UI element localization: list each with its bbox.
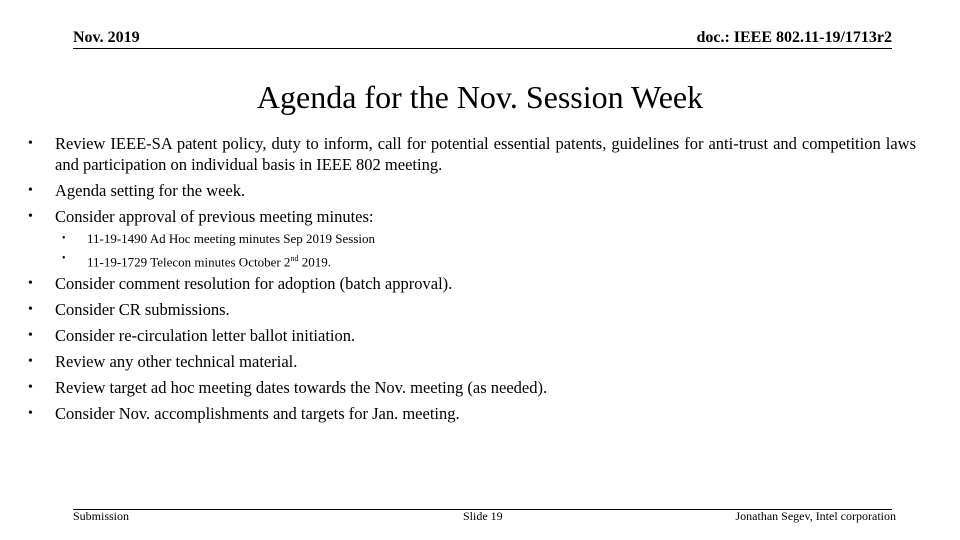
- bullet-marker: •: [28, 276, 33, 291]
- bullet-marker: •: [28, 406, 33, 421]
- bullet-marker: •: [28, 328, 33, 343]
- bullet-item-agenda-setting: Agenda setting for the week.: [55, 181, 246, 200]
- sub-item-telecon-minutes: [87, 251, 331, 270]
- bullet-item-cr-submissions: Consider CR submissions.: [55, 300, 230, 319]
- footer-submission: Submission: [73, 509, 130, 523]
- bullet-item-accomplishments: Consider Nov. accomplishments and targets for Jan. meeting.: [55, 404, 460, 423]
- bullet-item-adhoc-dates: Review target ad hoc meeting dates towards the Nov. meeting (as needed).: [55, 378, 548, 397]
- slide-title: Agenda for the Nov. Session Week: [256, 79, 704, 115]
- header-date: Nov. 2019: [73, 29, 140, 46]
- bullet-item-patent-policy: Review IEEE-SA patent policy, duty to inform, call for potential essential patents, guidelines for anti-trust and competition laws and participation on individual basis in IEEE 802 meeting.: [55, 134, 916, 174]
- sub-bullet-marker: •: [62, 253, 66, 264]
- bullet-item-comment-resolution: Consider comment resolution for adoption (batch approval).: [55, 274, 453, 293]
- header-rule: [73, 48, 892, 49]
- bullet-marker: •: [28, 136, 33, 151]
- bullet-marker: •: [28, 380, 33, 395]
- sub-item-adhoc-minutes: 11-19-1490 Ad Hoc meeting minutes Sep 2019 Session: [87, 231, 376, 246]
- ordinal-suffix: nd: [290, 254, 299, 263]
- bullet-marker: •: [28, 354, 33, 369]
- bullet-marker: •: [28, 209, 33, 224]
- telecon-text: 11-19-1729 Telecon minutes October 2: [87, 254, 291, 270]
- telecon-year: 2019.: [298, 254, 331, 270]
- bullet-item-recirculation-ballot: Consider re-circulation letter ballot initiation.: [55, 326, 356, 345]
- bullet-marker: •: [28, 183, 33, 198]
- bullet-item-approve-minutes: Consider approval of previous meeting minutes:: [55, 207, 374, 226]
- sub-bullet-marker: •: [62, 233, 66, 244]
- header-doc-id: doc.: IEEE 802.11-19/1713r2: [696, 29, 892, 46]
- bullet-item-technical-material: Review any other technical material.: [55, 352, 298, 371]
- footer-slide-number: Slide 19: [463, 509, 503, 523]
- footer-author: Jonathan Segev, Intel corporation: [735, 509, 896, 523]
- bullet-marker: •: [28, 302, 33, 317]
